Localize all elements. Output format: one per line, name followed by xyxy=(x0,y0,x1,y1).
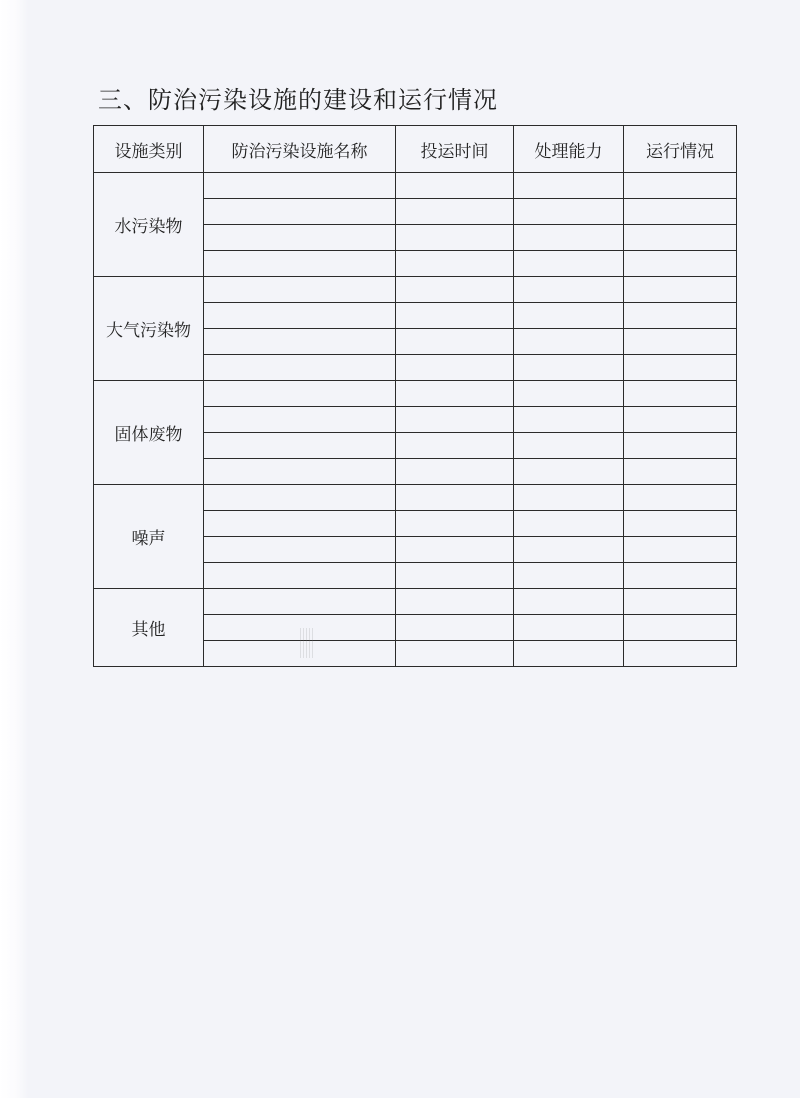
header-status: 运行情况 xyxy=(624,126,737,173)
empty-cell[interactable] xyxy=(624,485,737,511)
empty-cell[interactable] xyxy=(204,225,396,251)
empty-cell[interactable] xyxy=(396,563,514,589)
empty-cell[interactable] xyxy=(624,225,737,251)
empty-cell[interactable] xyxy=(396,511,514,537)
empty-cell[interactable] xyxy=(624,407,737,433)
empty-cell[interactable] xyxy=(396,433,514,459)
empty-cell[interactable] xyxy=(204,303,396,329)
empty-cell[interactable] xyxy=(624,537,737,563)
empty-cell[interactable] xyxy=(204,381,396,407)
empty-cell[interactable] xyxy=(514,199,624,225)
empty-cell[interactable] xyxy=(204,485,396,511)
empty-cell[interactable] xyxy=(396,173,514,199)
empty-cell[interactable] xyxy=(514,615,624,641)
header-category: 设施类别 xyxy=(94,126,204,173)
empty-cell[interactable] xyxy=(514,641,624,667)
scan-edge xyxy=(0,0,28,1098)
empty-cell[interactable] xyxy=(514,251,624,277)
scan-smudge xyxy=(300,628,314,658)
empty-cell[interactable] xyxy=(204,459,396,485)
category-cell: 大气污染物 xyxy=(94,277,204,381)
empty-cell[interactable] xyxy=(396,329,514,355)
empty-cell[interactable] xyxy=(624,641,737,667)
empty-cell[interactable] xyxy=(624,251,737,277)
empty-cell[interactable] xyxy=(514,563,624,589)
empty-cell[interactable] xyxy=(396,641,514,667)
empty-cell[interactable] xyxy=(396,537,514,563)
empty-cell[interactable] xyxy=(514,329,624,355)
table-header-row xyxy=(94,126,737,173)
empty-cell[interactable] xyxy=(204,355,396,381)
empty-cell[interactable] xyxy=(624,511,737,537)
category-cell: 固体废物 xyxy=(94,381,204,485)
empty-cell[interactable] xyxy=(514,459,624,485)
empty-cell[interactable] xyxy=(624,433,737,459)
table-row xyxy=(94,173,737,199)
table-row xyxy=(94,485,737,511)
pollution-facility-table xyxy=(93,125,737,667)
empty-cell[interactable] xyxy=(204,329,396,355)
empty-cell[interactable] xyxy=(624,459,737,485)
empty-cell[interactable] xyxy=(204,511,396,537)
header-start-time: 投运时间 xyxy=(396,126,514,173)
empty-cell[interactable] xyxy=(396,199,514,225)
empty-cell[interactable] xyxy=(204,563,396,589)
empty-cell[interactable] xyxy=(396,381,514,407)
header-facility-name: 防治污染设施名称 xyxy=(204,126,396,173)
empty-cell[interactable] xyxy=(396,485,514,511)
empty-cell[interactable] xyxy=(396,277,514,303)
empty-cell[interactable] xyxy=(624,355,737,381)
category-cell: 水污染物 xyxy=(94,173,204,277)
empty-cell[interactable] xyxy=(204,537,396,563)
header-capacity: 处理能力 xyxy=(514,126,624,173)
empty-cell[interactable] xyxy=(204,589,396,615)
empty-cell[interactable] xyxy=(396,615,514,641)
empty-cell[interactable] xyxy=(514,485,624,511)
empty-cell[interactable] xyxy=(396,459,514,485)
empty-cell[interactable] xyxy=(514,225,624,251)
empty-cell[interactable] xyxy=(204,277,396,303)
empty-cell[interactable] xyxy=(396,303,514,329)
table-row xyxy=(94,277,737,303)
empty-cell[interactable] xyxy=(396,589,514,615)
empty-cell[interactable] xyxy=(514,277,624,303)
empty-cell[interactable] xyxy=(514,355,624,381)
empty-cell[interactable] xyxy=(204,433,396,459)
empty-cell[interactable] xyxy=(624,381,737,407)
empty-cell[interactable] xyxy=(396,225,514,251)
table-body xyxy=(94,173,737,667)
empty-cell[interactable] xyxy=(514,381,624,407)
empty-cell[interactable] xyxy=(396,355,514,381)
empty-cell[interactable] xyxy=(624,589,737,615)
empty-cell[interactable] xyxy=(514,433,624,459)
empty-cell[interactable] xyxy=(624,303,737,329)
empty-cell[interactable] xyxy=(514,303,624,329)
empty-cell[interactable] xyxy=(514,589,624,615)
empty-cell[interactable] xyxy=(514,407,624,433)
empty-cell[interactable] xyxy=(624,277,737,303)
table-row xyxy=(94,381,737,407)
category-cell: 其他 xyxy=(94,589,204,667)
empty-cell[interactable] xyxy=(204,173,396,199)
section-title: 三、防治污染设施的建设和运行情况 xyxy=(98,86,498,114)
empty-cell[interactable] xyxy=(624,329,737,355)
empty-cell[interactable] xyxy=(204,199,396,225)
empty-cell[interactable] xyxy=(396,407,514,433)
empty-cell[interactable] xyxy=(204,251,396,277)
table-row xyxy=(94,589,737,615)
category-cell: 噪声 xyxy=(94,485,204,589)
empty-cell[interactable] xyxy=(624,563,737,589)
empty-cell[interactable] xyxy=(204,407,396,433)
empty-cell[interactable] xyxy=(514,537,624,563)
empty-cell[interactable] xyxy=(624,199,737,225)
empty-cell[interactable] xyxy=(396,251,514,277)
empty-cell[interactable] xyxy=(624,173,737,199)
empty-cell[interactable] xyxy=(624,615,737,641)
empty-cell[interactable] xyxy=(514,173,624,199)
empty-cell[interactable] xyxy=(514,511,624,537)
